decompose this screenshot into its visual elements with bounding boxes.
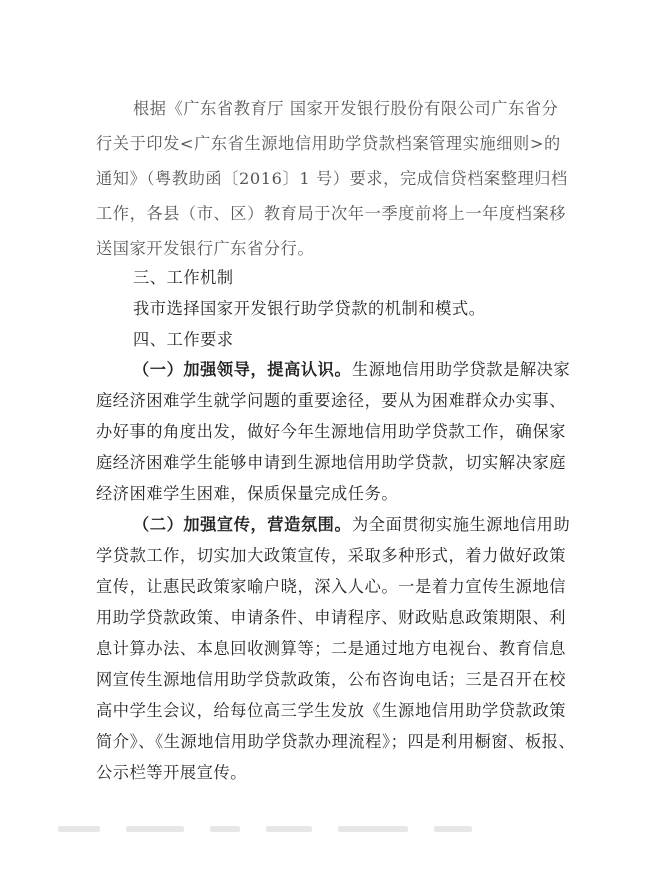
paragraph-line: 用助学贷款政策、申请条件、申请程序、财政贴息政策期限、利 [96, 608, 567, 627]
subsection-heading: （二）加强宣传，营造氛围。 [133, 515, 352, 534]
paragraph-line: 公示栏等开展宣传。 [96, 763, 248, 782]
paragraph-line: 庭经济困难学生就学问题的重要途径，要从为困难群众办实事、 [96, 391, 567, 410]
section-heading: 四、工作要求 [133, 330, 234, 349]
paragraph-line: 我市选择国家开发银行助学贷款的机制和模式。 [133, 299, 486, 318]
paragraph-line: 办好事的角度出发，做好今年生源地信用助学贷款工作，确保家 [96, 422, 567, 441]
scan-artifact-marks [58, 826, 598, 836]
paragraph-line: 高中学生会议，给每位高三学生发放《生源地信用助学贷款政策 [96, 701, 567, 720]
paragraph-line: 网宣传生源地信用助学贷款政策，公布咨询电话；三是召开在校 [96, 670, 567, 689]
subsection-heading: （一）加强领导，提高认识。 [133, 360, 352, 379]
paragraph-line: 生源地信用助学贷款是解决家 [352, 360, 571, 379]
paragraph-line: 为全面贯彻实施生源地信用助 [352, 515, 571, 534]
paragraph-line: 简介》、《生源地信用助学贷款办理流程》；四是利用橱窗、板报、 [96, 732, 576, 751]
paragraph-line: 工作，各县（市、区）教育局于次年一季度前将上一年度档案移 [96, 204, 567, 223]
paragraph-line: 庭经济困难学生能够申请到生源地信用助学贷款，切实解决家庭 [96, 453, 567, 472]
paragraph-line: 息计算办法、本息回收测算等；二是通过地方电视台、教育信息 [96, 639, 567, 658]
paragraph-line: 送国家开发银行广东省分行。 [96, 239, 315, 258]
paragraph-line: 根据《广东省教育厅 国家开发银行股份有限公司广东省分 [133, 99, 559, 118]
paragraph-line: 经济困难学生困难，保质保量完成任务。 [96, 484, 399, 503]
paragraph-line: 行关于印发<广东省生源地信用助学贷款档案管理实施细则>的 [96, 134, 561, 153]
section-heading: 三、工作机制 [133, 268, 234, 287]
paragraph-line: 学贷款工作，切实加大政策宣传，采取多种形式，着力做好政策 [96, 546, 567, 565]
paragraph-line: 通知》（粤教助函〔2016〕1 号）要求，完成信贷档案整理归档 [96, 169, 568, 188]
paragraph-line: 宣传，让惠民政策家喻户晓，深入人心。一是着力宣传生源地信 [96, 577, 567, 596]
